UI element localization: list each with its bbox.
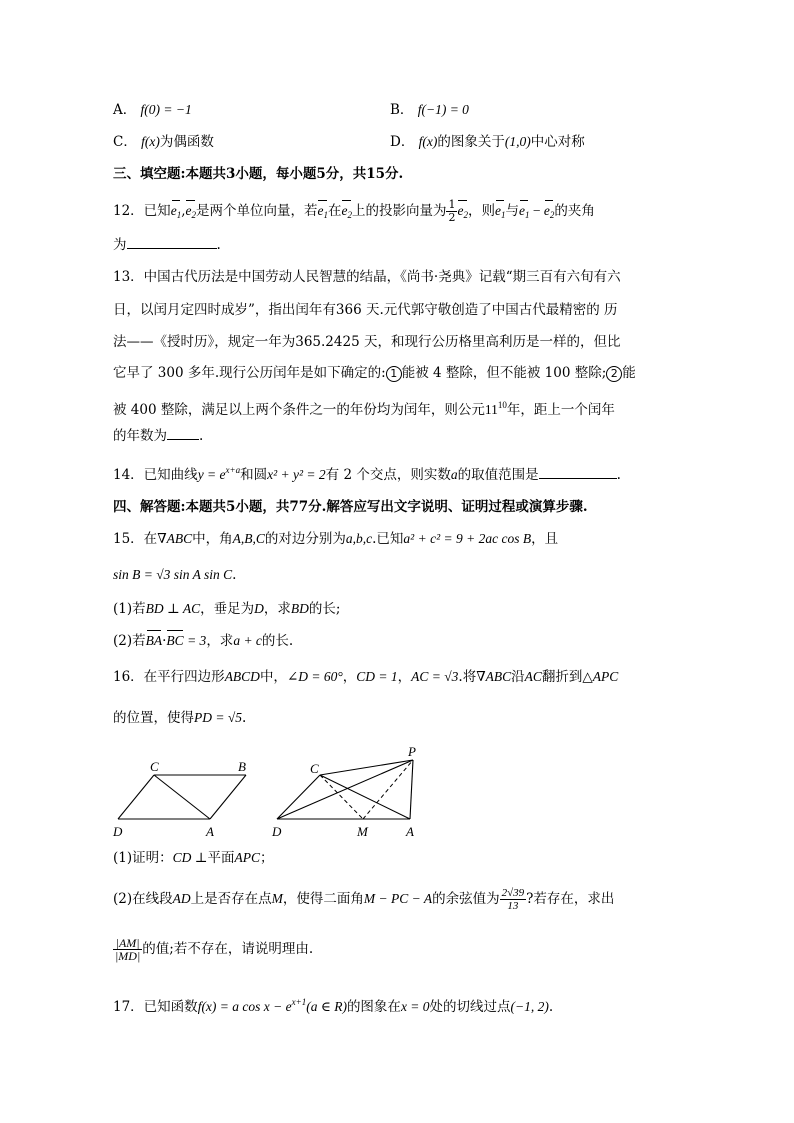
- question-13-line-1: 13．中国古代历法是中国劳动人民智慧的结晶，《尚书·尧典》记载“期三百有六旬有六: [113, 269, 621, 285]
- q14-circle: x² + y² = 2: [267, 467, 326, 482]
- q16-p1-text: (1)证明：: [113, 850, 173, 866]
- vector-ba: BA: [145, 633, 163, 648]
- q12-text-6: 的夹角: [554, 203, 595, 219]
- q16-sep-1: ，: [342, 669, 357, 685]
- vector-e1: $e_1$: [317, 202, 328, 224]
- geometry-figure: [110, 742, 530, 842]
- q15-p2-text-b: ，求: [206, 633, 234, 649]
- q17-point: (−1, 2): [510, 999, 549, 1014]
- question-17: [113, 993, 553, 1016]
- q15-p1-text-c: ，求: [263, 601, 291, 617]
- q14-end: .: [616, 467, 621, 483]
- label-b: B: [238, 759, 246, 774]
- q17-exponent: x+1: [291, 997, 307, 1007]
- option-b: [390, 101, 469, 119]
- option-b-math: f(−1) = 0: [417, 102, 469, 117]
- q13-text-4c: 能: [622, 365, 636, 381]
- folded-pyramid-figure: [271, 744, 416, 839]
- q17-x0: x = 0: [400, 999, 430, 1014]
- option-d-text2: 中心对称: [530, 134, 585, 150]
- q15-p1-text-f: 的长;: [308, 601, 341, 617]
- q16-text-1: 中，: [259, 669, 287, 685]
- label-d: D: [272, 824, 282, 839]
- q16-triangle: ∇ABC: [476, 669, 512, 684]
- option-c-letter: C．: [113, 134, 137, 150]
- q16-p2-text-f: 的值;若不存在，请说明理由.: [142, 941, 314, 957]
- q17-end: .: [548, 999, 554, 1015]
- parallelogram-figure: [112, 759, 246, 839]
- q16-ac-line: AC: [524, 669, 542, 684]
- answer-blank[interactable]: [167, 439, 199, 440]
- q16-sep-2: ，: [397, 669, 412, 685]
- q16-text-3: 沿: [511, 669, 525, 685]
- q12-number: 12．已知: [113, 203, 171, 219]
- q13-text-4b: 能被 4 整除，但不能被 100 整除;: [401, 365, 607, 381]
- q15-number: 15．在: [113, 531, 158, 547]
- q13-year: 11: [484, 402, 498, 417]
- question-13-line-6: [113, 427, 203, 445]
- label-m: M: [357, 824, 368, 839]
- q16-abcd: ABCD: [224, 669, 260, 684]
- q12-text-1: 是两个单位向量，若: [195, 203, 318, 219]
- q15-angles: A,B,C: [232, 531, 265, 546]
- option-d-letter: D．: [390, 134, 415, 150]
- q15-p1-math: BD ⊥ AC: [145, 601, 201, 616]
- question-14: [113, 461, 621, 484]
- label-a: A: [206, 824, 214, 839]
- label-p: P: [408, 744, 416, 759]
- q17-function: f(x) = a cos x − e: [197, 999, 292, 1014]
- vector-e1: $e_1$: [171, 202, 182, 224]
- q15-p1-d: D: [254, 601, 264, 616]
- q16-p2-dihedral: M − PC − A: [363, 891, 433, 906]
- q13-text-4a: 它早了 300 多年.现行公历闰年是如下确定的:: [113, 365, 386, 381]
- q15-p2-text-a: (2)若: [113, 633, 146, 649]
- q16-cd: CD = 1: [356, 669, 398, 684]
- answer-blank[interactable]: [539, 478, 617, 479]
- q15-text-3: .已知: [372, 531, 404, 547]
- question-13-line-3: 法——《授时历》，规定一年为365.2425 天，和现行公历格里高利历是一样的，但比: [113, 334, 621, 350]
- vector-e2: $e_2$: [341, 202, 352, 224]
- question-12-line-2: [113, 236, 221, 254]
- question-13-line-5: [113, 396, 615, 419]
- answer-blank[interactable]: [127, 248, 217, 249]
- q14-curve: y = e: [197, 467, 226, 482]
- option-d-text1: 的图象关于: [437, 134, 505, 150]
- question-15-part-2: [113, 632, 293, 650]
- section-4-heading: 四、解答题:本题共5小题，共77分.解答应写出文字说明、证明过程或演算步骤.: [113, 499, 588, 515]
- q15-equation-2: sin B = √3 sin A sin C: [113, 567, 233, 582]
- label-c: C: [150, 759, 159, 774]
- question-13-line-4: [113, 364, 636, 382]
- label-d: D: [113, 824, 123, 839]
- option-d-point: (1,0): [504, 134, 531, 149]
- q14-exponent: x+a: [225, 465, 241, 475]
- section-3-heading: 三、填空题:本题共3小题，每小题5分，共15分.: [113, 166, 404, 182]
- question-16-line-1: [113, 668, 618, 686]
- question-16-part-1: [113, 849, 273, 867]
- question-15-part-1: [113, 600, 340, 618]
- option-a: [113, 101, 192, 119]
- q14-number: 14．已知曲线: [113, 467, 198, 483]
- q16-p2-text-a: (2)在线段: [113, 891, 173, 907]
- vector-e2: $e_2$: [457, 202, 468, 224]
- q14-text-3: 的取值范围是: [457, 467, 539, 483]
- q15-p1-bd: BD: [290, 601, 309, 616]
- q16-ratio-fraction: $\frac{|AM|}{|MD|}$: [115, 936, 141, 963]
- q13-text-6: 的年数为: [113, 428, 167, 444]
- vector-e2: $e_2$: [544, 202, 555, 224]
- q16-p1-apc: APC: [234, 850, 260, 865]
- option-b-letter: B．: [390, 102, 414, 118]
- q16-p2-text-b: 上是否存在点: [190, 891, 272, 907]
- q14-text-1: 和圆: [240, 467, 268, 483]
- q12-text-4: ，则: [467, 203, 495, 219]
- q15-p2-text-c: 的长.: [261, 633, 294, 649]
- q17-text-1: 的图象在: [346, 999, 401, 1015]
- q14-text-2: 有 2 个交点，则实数: [325, 467, 451, 483]
- q12-text-7: 为: [113, 237, 127, 253]
- q16-l2-end: .: [242, 710, 247, 726]
- q15-text-2: 的对边分别为: [264, 531, 346, 547]
- q16-p2-ad: AD: [172, 891, 191, 906]
- q16-text-4: 翻折到: [541, 669, 583, 685]
- question-15-line-2: [113, 566, 236, 584]
- option-c: [113, 133, 214, 151]
- q16-p2-text-c: ，使得二面角: [282, 891, 364, 907]
- q17-text-2: 处的切线过点: [429, 999, 511, 1015]
- q16-number: 16．在平行四边形: [113, 669, 225, 685]
- q12-end: .: [216, 237, 221, 253]
- q13-text-5b: 年，距上一个闰年: [506, 402, 615, 418]
- q15-p2-math: a + c: [233, 633, 262, 648]
- q17-number: 17．已知函数: [113, 999, 198, 1015]
- option-d: [390, 133, 585, 151]
- q12-text-5: 与: [505, 203, 519, 219]
- q15-text-1: 中，角: [192, 531, 233, 547]
- vector-e1: $e_1$: [519, 202, 530, 224]
- q16-p2-m: M: [271, 891, 283, 906]
- q16-p2-text-d: 的余弦值为: [432, 891, 500, 907]
- q15-p1-text-a: (1)若: [113, 601, 146, 617]
- q12-fraction: $\frac{1}{2}$: [448, 198, 456, 224]
- q16-text-2: .将: [458, 669, 477, 685]
- q15-dot: ·: [162, 633, 167, 649]
- q16-p2-text-e: ?若存在，求出: [526, 891, 615, 907]
- option-c-math: f(x): [141, 134, 160, 149]
- q13-end: .: [199, 428, 204, 444]
- circled-number-1: 1: [386, 366, 402, 382]
- q16-p1-plane: 平面: [207, 850, 235, 866]
- vector-e2: $e_2$: [185, 202, 196, 224]
- question-16-line-2: [113, 709, 246, 727]
- q16-cos-fraction: $\frac{2√39}{13}$: [501, 887, 525, 912]
- q16-apc: △APC: [582, 669, 619, 684]
- question-15-line-1: [113, 530, 558, 548]
- label-a: A: [406, 824, 414, 839]
- q17-condition: (a ∈ R): [306, 999, 347, 1014]
- q15-triangle: ∇ABC: [157, 531, 193, 546]
- circled-number-2: 2: [606, 366, 622, 382]
- q16-ac: AC = √3: [411, 669, 459, 684]
- vector-bc: BC: [166, 633, 184, 648]
- q16-text-l2a: 的位置，使得: [113, 710, 194, 726]
- q16-pd: PD = √5: [194, 710, 243, 725]
- q16-p1-math: CD ⊥: [172, 850, 208, 865]
- q12-text-2: 在: [327, 203, 342, 219]
- option-c-text: 为偶函数: [159, 134, 214, 150]
- option-a-letter: A．: [113, 102, 137, 118]
- q16-p1-end: ；: [259, 850, 274, 866]
- option-a-math: f(0) = −1: [140, 102, 192, 117]
- q13-text-5a: 被 400 整除，满足以上两个条件之一的年份均为闰年，则公元: [113, 402, 485, 418]
- q12-text-3: 上的投影向量为: [351, 203, 447, 219]
- label-c: C: [310, 761, 319, 776]
- q16-angle: ∠D = 60°: [286, 669, 343, 684]
- q15-equation-1: a² + c² = 9 + 2ac cos B: [403, 531, 532, 546]
- vector-e1: $e_1$: [495, 202, 506, 224]
- question-13-line-2: 日，以闰月定四时成岁”，指出闰年有366 天.元代郭守敬创造了中国古代最精密的 历: [113, 302, 618, 318]
- q15-sides: a,b,c: [345, 531, 373, 546]
- q15-p2-eq: = 3: [183, 633, 207, 648]
- option-d-math: f(x): [418, 134, 438, 149]
- question-16-part-2-line-2: [113, 937, 313, 962]
- q13-year-sup: 10: [497, 400, 507, 410]
- question-12-line-1: 12．已知$e_1,e_2$是两个单位向量，若$e_1$在$e_2$上的投影向量为 $\frac{1}{2}$ $e_2$，则$e_1$与$e_1 - e_2$的夹角: [113, 198, 595, 224]
- q15-eq2-end: .: [232, 567, 237, 583]
- q15-text-4: ，且: [531, 531, 559, 547]
- q14-var: a: [450, 467, 458, 482]
- question-16-part-2-line-1: [113, 887, 614, 912]
- q15-p1-text-b: ，垂足为: [200, 601, 255, 617]
